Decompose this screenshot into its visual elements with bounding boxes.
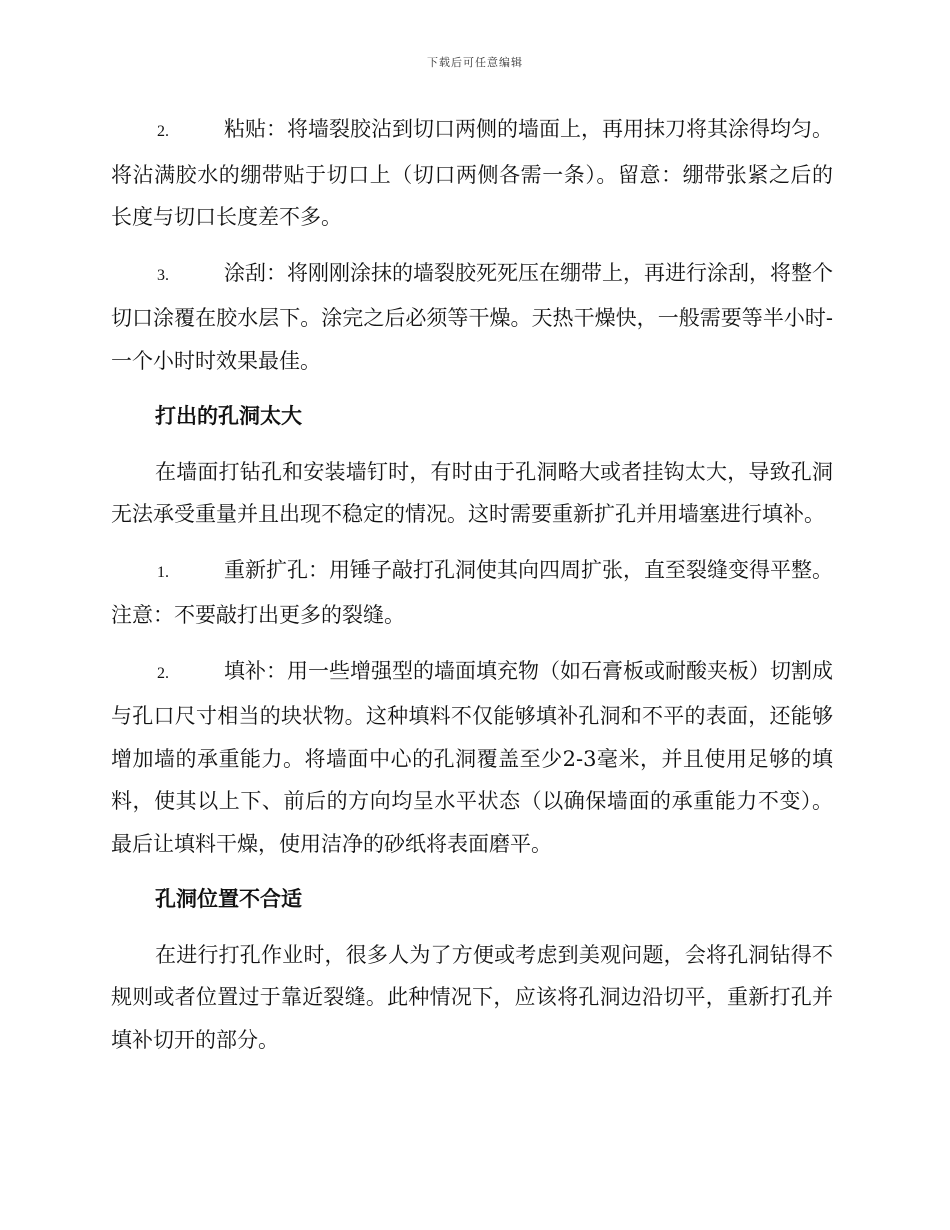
section-heading: 孔洞位置不合适 bbox=[155, 887, 302, 911]
list-item bbox=[111, 650, 833, 866]
list-number: 3. bbox=[157, 266, 169, 284]
list-number: 2. bbox=[157, 123, 169, 140]
list-number: 2. bbox=[157, 664, 169, 682]
page-header: 下载后可任意编辑 bbox=[427, 56, 523, 69]
list-item bbox=[111, 549, 833, 637]
list-number: 1. bbox=[157, 563, 169, 581]
section-heading: 打出的孔洞太大 bbox=[155, 404, 302, 428]
list-text: 重新扩孔：用锤子敲打孔洞使其向四周扩张，直至裂缝变得平整。注意：不要敲打出更多的裂缝。 bbox=[111, 557, 833, 627]
list-item bbox=[111, 252, 833, 383]
list-text: 涂刮：将刚刚涂抹的墙裂胶死死压在绷带上，再进行涂刮，将整个切口涂覆在胶水层下。涂完之后必须等干燥。天热干燥快，一般需要等半小时-一个小时时效果最佳。 bbox=[111, 260, 833, 373]
document-body bbox=[111, 108, 833, 1074]
list-item bbox=[111, 108, 833, 239]
list-text: 粘贴：将墙裂胶沾到切口两侧的墙面上，再用抹刀将其涂得均匀。将沾满胶水的绷带贴于切口上（切口两侧各需一条）。留意：绷带张紧之后的长度与切口长度差不多。 bbox=[111, 117, 833, 229]
paragraph: 在墙面打钻孔和安装墙钉时，有时由于孔洞略大或者挂钩太大，导致孔洞无法承受重量并且出现不稳定的情况。这时需要重新扩孔并用墙塞进行填补。 bbox=[111, 459, 833, 526]
paragraph: 在进行打孔作业时，很多人为了方便或考虑到美观问题，会将孔洞钻得不规则或者位置过于靠近裂缝。此种情况下，应该将孔洞边沿切平，重新打孔并填补切开的部分。 bbox=[111, 942, 833, 1052]
list-text: 填补：用一些增强型的墙面填充物（如石膏板或耐酸夹板）切割成与孔口尺寸相当的块状物。这种填料不仅能够填补孔洞和不平的表面，还能够增加墙的承重能力。将墙面中心的孔洞覆盖至少2-3毫米，并且使用足够的填料，使其以上下、前后的方向均呈水平状态（以确保墙面的承重能力不变）。最后让填料干燥，使用洁净的砂纸将表面磨平。 bbox=[111, 658, 833, 856]
